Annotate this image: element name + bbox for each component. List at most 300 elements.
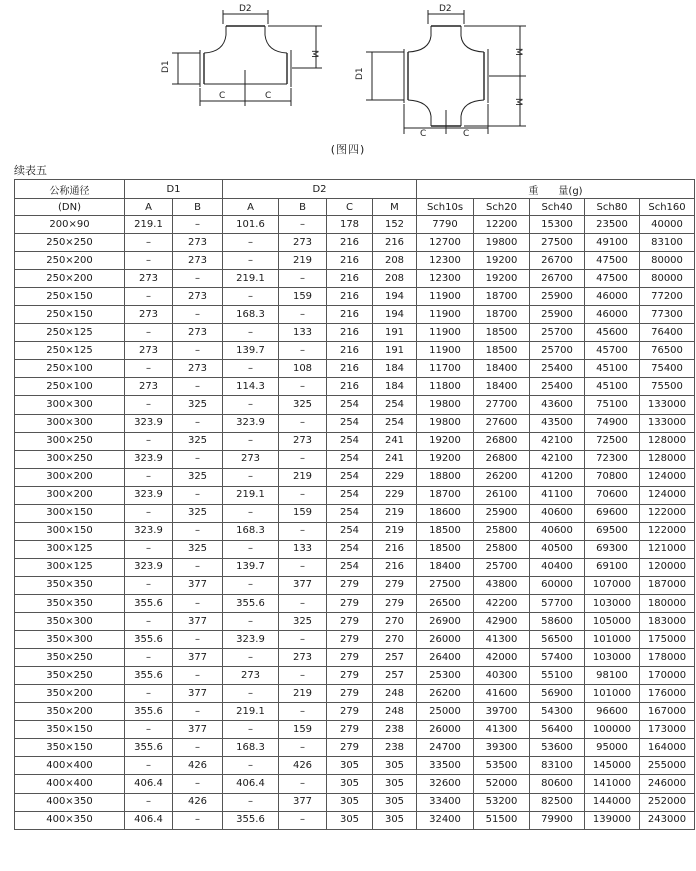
table-cell: 76500 <box>640 342 695 360</box>
table-cell: 18500 <box>474 324 530 342</box>
table-cell: 18500 <box>474 342 530 360</box>
table-cell: 76400 <box>640 324 695 342</box>
table-cell: 254 <box>327 558 373 576</box>
table-cell: 128000 <box>640 450 695 468</box>
table-cell: 83100 <box>530 757 585 775</box>
table-cell: 27500 <box>417 576 474 594</box>
table-row <box>15 793 695 811</box>
table-cell: 69500 <box>585 522 640 540</box>
table-cell: 43500 <box>530 414 585 432</box>
table-cell: 83100 <box>640 234 695 252</box>
table-cell: 75100 <box>585 396 640 414</box>
table-cell: 26200 <box>474 468 530 486</box>
table-cell: – <box>125 685 173 703</box>
table-cell: 95000 <box>585 739 640 757</box>
table-cell: 51500 <box>474 811 530 829</box>
header-nominal: 公称通径 <box>15 180 125 199</box>
table-cell: – <box>279 775 327 793</box>
table-cell: 173000 <box>640 721 695 739</box>
table-cell: 300×250 <box>15 450 125 468</box>
table-cell: 250×125 <box>15 342 125 360</box>
table-cell: 183000 <box>640 613 695 631</box>
table-cell: 11900 <box>417 306 474 324</box>
table-cell: 300×200 <box>15 468 125 486</box>
table-cell: 25700 <box>530 324 585 342</box>
table-row <box>15 288 695 306</box>
table-cell: – <box>223 324 279 342</box>
table-cell: 216 <box>327 342 373 360</box>
table-cell: – <box>125 649 173 667</box>
table-cell: 58600 <box>530 613 585 631</box>
table-cell: – <box>279 342 327 360</box>
table-cell: 19800 <box>417 414 474 432</box>
header-sch10s: Sch10s <box>417 199 474 216</box>
table-cell: 255000 <box>640 757 695 775</box>
table-cell: – <box>173 216 223 234</box>
table-cell: 325 <box>173 540 223 558</box>
table-cell: 279 <box>327 667 373 685</box>
table-cell: 323.9 <box>125 522 173 540</box>
table-cell: 426 <box>279 757 327 775</box>
table-cell: 19200 <box>417 432 474 450</box>
table-cell: 80600 <box>530 775 585 793</box>
table-cell: 70600 <box>585 486 640 504</box>
table-cell: 250×150 <box>15 288 125 306</box>
table-cell: 400×400 <box>15 775 125 793</box>
header-c: C <box>327 199 373 216</box>
table-cell: 400×350 <box>15 793 125 811</box>
table-cell: 27700 <box>474 396 530 414</box>
table-row <box>15 270 695 288</box>
cross-m-label-1: M <box>513 48 523 56</box>
tee-d2-label: D2 <box>239 4 252 14</box>
table-cell: 279 <box>327 594 373 612</box>
table-cell: 12300 <box>417 270 474 288</box>
table-cell: 355.6 <box>125 594 173 612</box>
table-cell: 216 <box>327 270 373 288</box>
table-cell: 273 <box>279 649 327 667</box>
table-cell: 18700 <box>417 486 474 504</box>
table-cell: 26900 <box>417 613 474 631</box>
table-cell: 178 <box>327 216 373 234</box>
table-row <box>15 613 695 631</box>
table-cell: 216 <box>327 360 373 378</box>
table-cell: 273 <box>173 324 223 342</box>
table-cell: – <box>223 360 279 378</box>
table-cell: 43600 <box>530 396 585 414</box>
table-row <box>15 450 695 468</box>
table-cell: 216 <box>327 234 373 252</box>
table-cell: 273 <box>279 234 327 252</box>
table-cell: 305 <box>373 775 417 793</box>
table-row <box>15 306 695 324</box>
table-cell: 273 <box>223 450 279 468</box>
table-cell: 40500 <box>530 540 585 558</box>
table-cell: – <box>279 306 327 324</box>
table-cell: 279 <box>373 594 417 612</box>
table-cell: 42000 <box>474 649 530 667</box>
table-cell: – <box>125 576 173 594</box>
table-cell: 250×100 <box>15 360 125 378</box>
table-cell: 42100 <box>530 432 585 450</box>
table-cell: 257 <box>373 649 417 667</box>
table-cell: 323.9 <box>125 414 173 432</box>
table-cell: 41200 <box>530 468 585 486</box>
cross-drawing <box>366 10 526 134</box>
table-cell: 350×200 <box>15 703 125 721</box>
table-cell: 46000 <box>585 288 640 306</box>
table-cell: 254 <box>327 486 373 504</box>
cross-m-label-2: M <box>513 98 523 106</box>
table-cell: 305 <box>327 757 373 775</box>
table-cell: – <box>223 793 279 811</box>
table-cell: 105000 <box>585 613 640 631</box>
table-cell: 152 <box>373 216 417 234</box>
table-cell: 273 <box>173 252 223 270</box>
table-cell: 69300 <box>585 540 640 558</box>
table-cell: 325 <box>173 396 223 414</box>
table-row <box>15 360 695 378</box>
table-cell: 350×300 <box>15 631 125 649</box>
table-cell: 45100 <box>585 360 640 378</box>
table-cell: 305 <box>373 793 417 811</box>
table-cell: 23500 <box>585 216 640 234</box>
table-cell: – <box>125 234 173 252</box>
table-cell: 128000 <box>640 432 695 450</box>
table-row <box>15 432 695 450</box>
table-cell: – <box>173 667 223 685</box>
table-cell: 170000 <box>640 667 695 685</box>
table-cell: 180000 <box>640 594 695 612</box>
table-cell: 254 <box>373 396 417 414</box>
table-cell: – <box>125 504 173 522</box>
table-cell: 377 <box>173 576 223 594</box>
table-cell: 377 <box>279 793 327 811</box>
table-cell: 72500 <box>585 432 640 450</box>
table-row <box>15 216 695 234</box>
table-cell: 11900 <box>417 288 474 306</box>
table-cell: 11900 <box>417 342 474 360</box>
table-cell: 377 <box>173 649 223 667</box>
table-cell: 229 <box>373 486 417 504</box>
figure-caption: (图四) <box>330 143 366 156</box>
table-cell: 325 <box>173 468 223 486</box>
table-cell: 53600 <box>530 739 585 757</box>
table-cell: – <box>279 631 327 649</box>
table-cell: 279 <box>327 576 373 594</box>
cross-d1-label: D1 <box>355 67 365 80</box>
table-cell: 124000 <box>640 486 695 504</box>
header-nominal-unit: (DN) <box>15 199 125 216</box>
table-cell: 257 <box>373 667 417 685</box>
dimension-weight-table <box>14 179 695 830</box>
table-cell: 323.9 <box>125 558 173 576</box>
table-cell: 168.3 <box>223 306 279 324</box>
table-cell: 27600 <box>474 414 530 432</box>
table-cell: 355.6 <box>223 811 279 829</box>
table-cell: 41300 <box>474 631 530 649</box>
table-cell: 279 <box>327 631 373 649</box>
header-d2-b: B <box>279 199 327 216</box>
table-cell: 300×125 <box>15 558 125 576</box>
table-row <box>15 396 695 414</box>
table-row <box>15 703 695 721</box>
table-cell: 248 <box>373 703 417 721</box>
table-cell: 26000 <box>417 721 474 739</box>
table-cell: 121000 <box>640 540 695 558</box>
table-cell: 200×90 <box>15 216 125 234</box>
table-cell: 47500 <box>585 270 640 288</box>
table-cell: 377 <box>173 613 223 631</box>
table-cell: 41600 <box>474 685 530 703</box>
table-cell: 56500 <box>530 631 585 649</box>
table-cell: 279 <box>327 739 373 757</box>
table-cell: – <box>125 540 173 558</box>
table-cell: 350×200 <box>15 685 125 703</box>
table-cell: 219 <box>279 685 327 703</box>
table-cell: 25900 <box>474 504 530 522</box>
table-cell: 25900 <box>530 288 585 306</box>
table-cell: 216 <box>327 306 373 324</box>
table-cell: 18400 <box>474 378 530 396</box>
header-sch40: Sch40 <box>530 199 585 216</box>
fittings-drawing <box>0 0 696 160</box>
table-cell: 184 <box>373 378 417 396</box>
table-cell: 114.3 <box>223 378 279 396</box>
table-cell: 300×250 <box>15 432 125 450</box>
table-cell: 25300 <box>417 667 474 685</box>
table-cell: 26500 <box>417 594 474 612</box>
table-cell: 254 <box>327 432 373 450</box>
header-d1: D1 <box>125 180 223 199</box>
table-cell: 323.9 <box>223 631 279 649</box>
header-sch80: Sch80 <box>585 199 640 216</box>
table-cell: 178000 <box>640 649 695 667</box>
table-cell: 18400 <box>417 558 474 576</box>
table-cell: 254 <box>327 468 373 486</box>
table-cell: 32400 <box>417 811 474 829</box>
table-cell: 305 <box>327 793 373 811</box>
table-cell: 219 <box>373 504 417 522</box>
table-row <box>15 721 695 739</box>
table-cell: 229 <box>373 468 417 486</box>
table-cell: 216 <box>327 288 373 306</box>
table-cell: 216 <box>327 378 373 396</box>
table-cell: 42100 <box>530 450 585 468</box>
table-cell: 70800 <box>585 468 640 486</box>
table-cell: 159 <box>279 288 327 306</box>
table-cell: 241 <box>373 432 417 450</box>
table-cell: – <box>125 432 173 450</box>
table-cell: 25900 <box>530 306 585 324</box>
table-cell: 159 <box>279 721 327 739</box>
table-cell: 25400 <box>530 360 585 378</box>
table-cell: – <box>223 288 279 306</box>
table-cell: 26700 <box>530 252 585 270</box>
table-cell: 75500 <box>640 378 695 396</box>
table-cell: – <box>279 216 327 234</box>
table-cell: – <box>125 288 173 306</box>
table-cell: 103000 <box>585 649 640 667</box>
table-row <box>15 414 695 432</box>
table-cell: 254 <box>327 450 373 468</box>
table-cell: 377 <box>173 685 223 703</box>
table-cell: 254 <box>327 396 373 414</box>
table-cell: 26800 <box>474 450 530 468</box>
table-cell: 11700 <box>417 360 474 378</box>
table-cell: – <box>173 450 223 468</box>
table-cell: – <box>223 432 279 450</box>
table-cell: 406.4 <box>125 811 173 829</box>
table-cell: 426 <box>173 757 223 775</box>
table-cell: – <box>125 757 173 775</box>
table-cell: – <box>223 721 279 739</box>
table-cell: – <box>223 613 279 631</box>
table-cell: – <box>173 739 223 757</box>
table-cell: 250×150 <box>15 306 125 324</box>
table-cell: 120000 <box>640 558 695 576</box>
table-cell: – <box>173 703 223 721</box>
table-cell: 273 <box>173 288 223 306</box>
table-cell: 273 <box>125 378 173 396</box>
table-cell: – <box>223 540 279 558</box>
table-cell: 279 <box>327 703 373 721</box>
table-cell: 19200 <box>474 252 530 270</box>
table-cell: 53200 <box>474 793 530 811</box>
table-cell: 323.9 <box>223 414 279 432</box>
table-row <box>15 757 695 775</box>
table-cell: – <box>173 594 223 612</box>
table-cell: 25700 <box>474 558 530 576</box>
table-row <box>15 594 695 612</box>
table-cell: 25800 <box>474 522 530 540</box>
table-cell: – <box>125 252 173 270</box>
table-cell: 270 <box>373 631 417 649</box>
table-cell: 12300 <box>417 252 474 270</box>
header-weight: 重 量(g) <box>417 180 695 199</box>
table-cell: 49100 <box>585 234 640 252</box>
table-cell: 26700 <box>530 270 585 288</box>
table-cell: 141000 <box>585 775 640 793</box>
table-cell: – <box>125 360 173 378</box>
table-cell: 300×200 <box>15 486 125 504</box>
table-cell: – <box>173 342 223 360</box>
table-cell: 47500 <box>585 252 640 270</box>
table-cell: 208 <box>373 252 417 270</box>
table-cell: 273 <box>223 667 279 685</box>
table-cell: – <box>223 504 279 522</box>
table-cell: 45600 <box>585 324 640 342</box>
table-row <box>15 576 695 594</box>
table-row <box>15 486 695 504</box>
table-cell: 355.6 <box>125 631 173 649</box>
table-cell: 250×250 <box>15 234 125 252</box>
table-cell: – <box>125 721 173 739</box>
table-cell: 273 <box>125 342 173 360</box>
table-cell: 19800 <box>474 234 530 252</box>
table-cell: 124000 <box>640 468 695 486</box>
table-cell: 72300 <box>585 450 640 468</box>
table-cell: 355.6 <box>223 594 279 612</box>
table-cell: 18600 <box>417 504 474 522</box>
table-cell: 40400 <box>530 558 585 576</box>
tee-m-label: M <box>309 50 319 58</box>
table-cell: 75400 <box>640 360 695 378</box>
table-cell: 164000 <box>640 739 695 757</box>
table-cell: 40000 <box>640 216 695 234</box>
table-cell: 270 <box>373 613 417 631</box>
table-cell: 219.1 <box>223 703 279 721</box>
table-cell: 40600 <box>530 504 585 522</box>
table-cell: – <box>173 306 223 324</box>
table-cell: 279 <box>327 649 373 667</box>
table-cell: – <box>173 811 223 829</box>
table-cell: 219.1 <box>125 216 173 234</box>
table-cell: 80000 <box>640 252 695 270</box>
table-row <box>15 649 695 667</box>
table-cell: 27500 <box>530 234 585 252</box>
table-cell: 11900 <box>417 324 474 342</box>
table-cell: 426 <box>173 793 223 811</box>
table-cell: 406.4 <box>125 775 173 793</box>
table-cell: – <box>173 558 223 576</box>
table-cell: – <box>223 649 279 667</box>
table-cell: 103000 <box>585 594 640 612</box>
header-sch160: Sch160 <box>640 199 695 216</box>
table-cell: 216 <box>327 324 373 342</box>
table-cell: 15300 <box>530 216 585 234</box>
table-row <box>15 811 695 829</box>
table-cell: 40600 <box>530 522 585 540</box>
table-cell: 55100 <box>530 667 585 685</box>
table-cell: 159 <box>279 504 327 522</box>
table-cell: 219.1 <box>223 486 279 504</box>
table-cell: 26100 <box>474 486 530 504</box>
table-cell: – <box>279 594 327 612</box>
table-cell: 168.3 <box>223 739 279 757</box>
table-cell: 241 <box>373 450 417 468</box>
table-cell: 42900 <box>474 613 530 631</box>
table-cell: 273 <box>125 270 173 288</box>
header-d2: D2 <box>223 180 417 199</box>
table-row <box>15 234 695 252</box>
table-row <box>15 631 695 649</box>
tee-c-label-2: C <box>265 91 272 101</box>
table-row <box>15 739 695 757</box>
table-cell: 39300 <box>474 739 530 757</box>
table-cell: 122000 <box>640 522 695 540</box>
table-cell: 208 <box>373 270 417 288</box>
table-cell: 11800 <box>417 378 474 396</box>
cross-c-label-2: C <box>463 129 470 139</box>
header-d1-a: A <box>125 199 173 216</box>
table-cell: 56900 <box>530 685 585 703</box>
table-cell: 350×250 <box>15 649 125 667</box>
table-cell: 77200 <box>640 288 695 306</box>
table-cell: 216 <box>373 540 417 558</box>
table-row <box>15 504 695 522</box>
table-cell: – <box>279 486 327 504</box>
table-cell: 12200 <box>474 216 530 234</box>
table-cell: 248 <box>373 685 417 703</box>
table-cell: 325 <box>173 432 223 450</box>
table-cell: 133 <box>279 540 327 558</box>
table-cell: 26400 <box>417 649 474 667</box>
table-cell: 122000 <box>640 504 695 522</box>
tee-drawing <box>172 10 322 106</box>
table-cell: 254 <box>327 504 373 522</box>
table-row <box>15 685 695 703</box>
